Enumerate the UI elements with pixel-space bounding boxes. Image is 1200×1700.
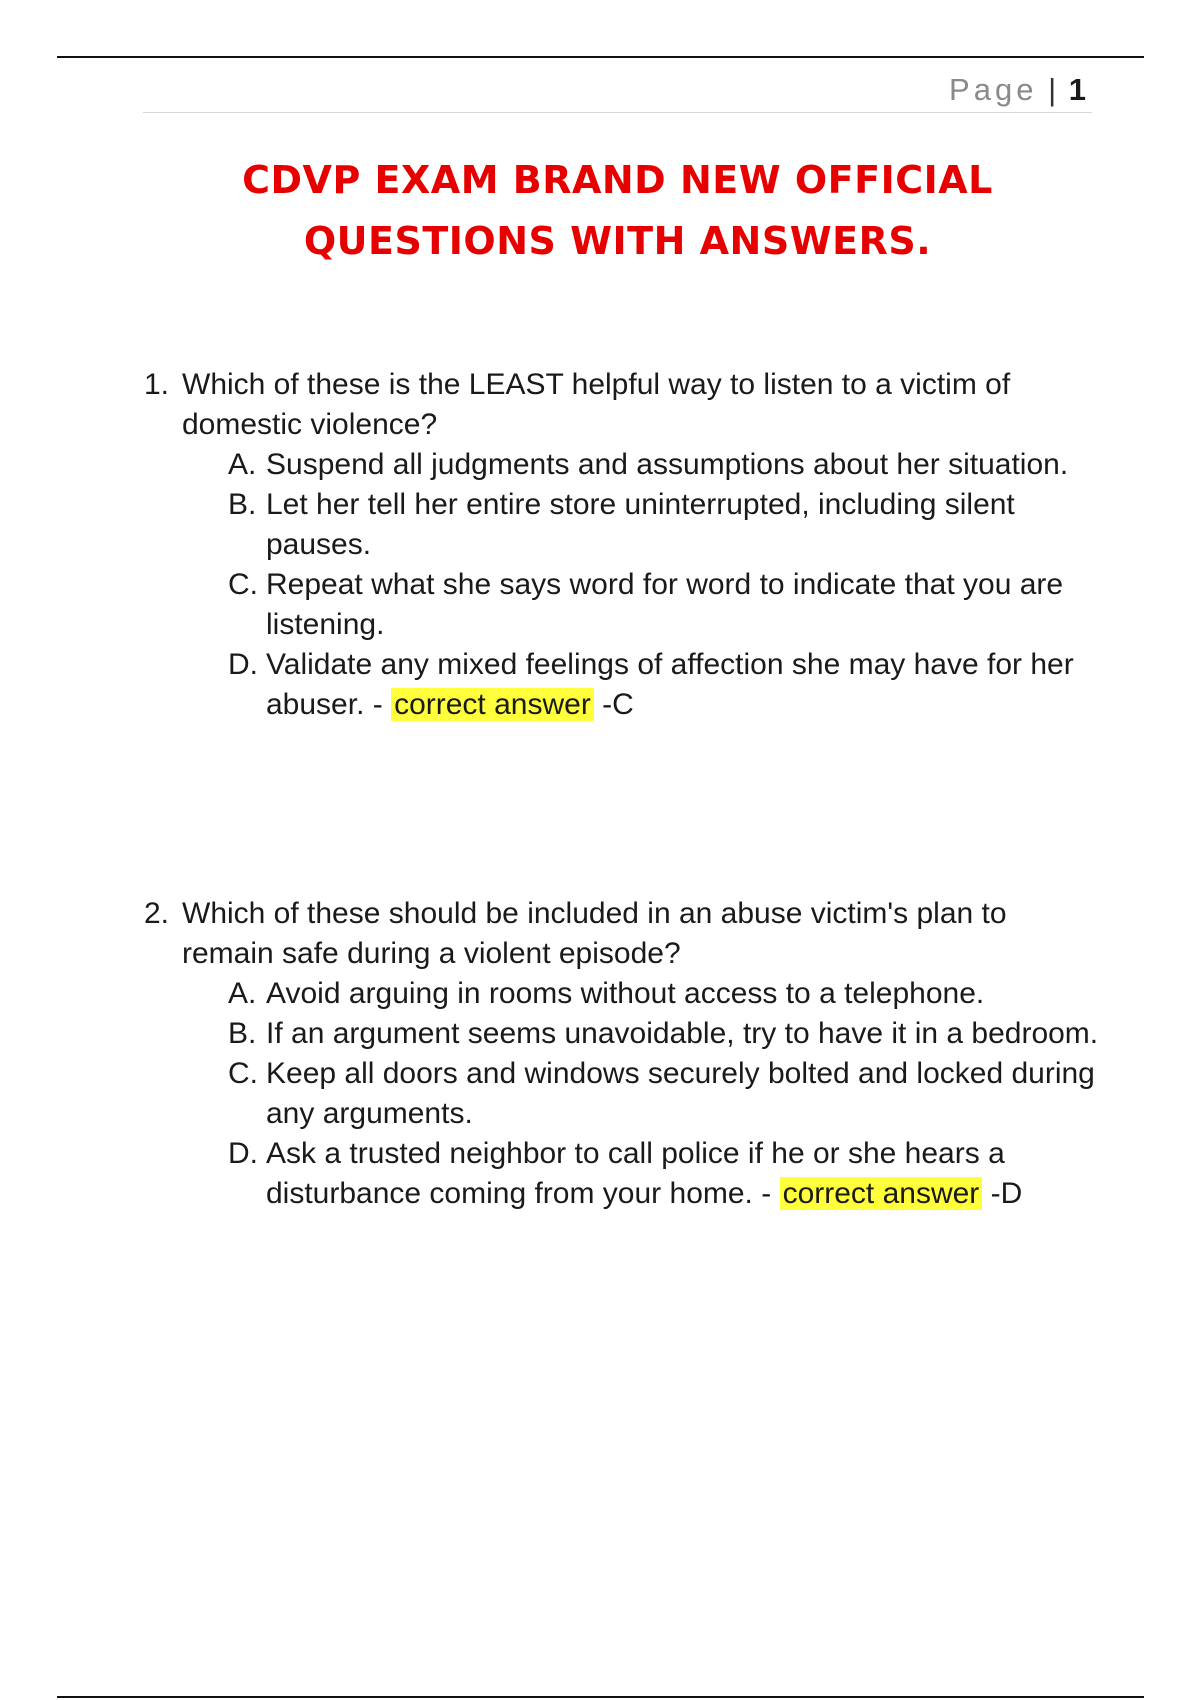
- option-letter: C.: [228, 1057, 258, 1090]
- option-text: Ask a trusted neighbor to call police if he or she hears a disturbance coming from your home. -: [266, 1137, 1005, 1210]
- title-line-1: CDVP EXAM BRAND NEW OFFICIAL: [242, 158, 993, 202]
- correct-answer-highlight: correct answer: [391, 688, 594, 721]
- page-label: [949, 70, 1086, 110]
- option-letter: C.: [228, 568, 258, 601]
- option-b: [144, 485, 1104, 565]
- title-line-2: QUESTIONS WITH ANSWERS.: [303, 219, 932, 263]
- option-letter: B.: [228, 1017, 257, 1050]
- bottom-rule: [57, 1696, 1144, 1698]
- option-letter: A.: [228, 448, 257, 481]
- option-text: Keep all doors and windows securely bolted and locked during any arguments.: [266, 1057, 1095, 1130]
- option-text: Validate any mixed feelings of affection she may have for her abuser. -: [266, 648, 1074, 721]
- question-2: [144, 894, 1104, 1214]
- question-number: 2.: [144, 897, 170, 930]
- option-letter: B.: [228, 488, 257, 521]
- answer-options: [144, 445, 1104, 725]
- option-c: [144, 565, 1104, 645]
- question-text: Which of these should be included in an abuse victim's plan to remain safe during a violent episode?: [182, 897, 1007, 970]
- option-b: [144, 1014, 1104, 1054]
- option-text: Avoid arguing in rooms without access to a telephone.: [266, 977, 985, 1010]
- question-stem: [144, 365, 1104, 445]
- option-text: Repeat what she says word for word to indicate that you are listening.: [266, 568, 1064, 641]
- correct-answer-value: -C: [602, 688, 634, 721]
- correct-answer-value: -D: [990, 1177, 1023, 1210]
- page-number: 1: [1068, 72, 1086, 107]
- top-rule: [57, 56, 1144, 58]
- page-separator: |: [1048, 72, 1057, 107]
- correct-answer-highlight: correct answer: [780, 1177, 983, 1210]
- option-letter: D.: [228, 648, 258, 681]
- option-a: [144, 974, 1104, 1014]
- option-letter: D.: [228, 1137, 258, 1170]
- question-stem: [144, 894, 1104, 974]
- option-d: [144, 1134, 1104, 1214]
- option-letter: A.: [228, 977, 257, 1010]
- question-text: Which of these is the LEAST helpful way to listen to a victim of domestic violence?: [182, 368, 1011, 441]
- option-d: [144, 645, 1104, 725]
- page-word: Page: [949, 72, 1038, 107]
- answer-options: [144, 974, 1104, 1214]
- option-text: Suspend all judgments and assumptions about her situation.: [266, 448, 1069, 481]
- document-title: [143, 150, 1092, 272]
- option-a: [144, 445, 1104, 485]
- option-text: If an argument seems unavoidable, try to have it in a bedroom.: [266, 1017, 1099, 1050]
- question-1: [144, 365, 1104, 725]
- option-c: [144, 1054, 1104, 1134]
- page-header: [143, 66, 1092, 113]
- question-number: 1.: [144, 368, 170, 401]
- option-text: Let her tell her entire store uninterrupted, including silent pauses.: [266, 488, 1015, 561]
